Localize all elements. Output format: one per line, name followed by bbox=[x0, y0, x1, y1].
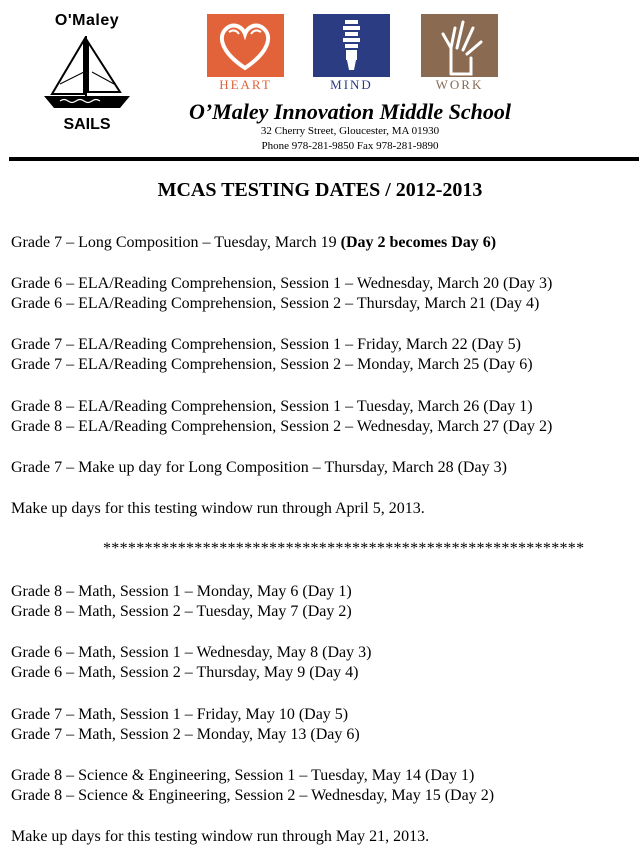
schedule-line bbox=[11, 233, 496, 253]
schedule-line: Grade 7 – Math, Session 1 – Friday, May 10 (Day 5) bbox=[11, 706, 349, 723]
schedule-line: Grade 8 – Science & Engineering, Session 2 – Wednesday, May 15 (Day 2) bbox=[11, 787, 495, 804]
school-phone-fax: Phone 978-281-9850 Fax 978-281-9890 bbox=[261, 140, 439, 152]
section-separator: ********************************************************** bbox=[103, 540, 585, 557]
schedule-line: Grade 7 – Make up day for Long Composition – Thursday, March 28 (Day 3) bbox=[11, 459, 507, 476]
hand-icon bbox=[421, 14, 498, 77]
makeup-note: Make up days for this testing window run through April 5, 2013. bbox=[11, 500, 425, 517]
schedule-note-bold: (Day 2 becomes Day 6) bbox=[340, 234, 497, 251]
schedule-line: Grade 6 – ELA/Reading Comprehension, Session 2 – Thursday, March 21 (Day 4) bbox=[11, 295, 540, 312]
heart-hands-icon bbox=[207, 14, 284, 77]
logo-bottom-text: SAILS bbox=[63, 116, 111, 133]
heart-tile bbox=[207, 14, 284, 77]
schedule-line: Grade 6 – Math, Session 2 – Thursday, May 9 (Day 4) bbox=[11, 664, 359, 681]
mind-tile bbox=[313, 14, 390, 77]
school-name: O’Maley Innovation Middle School bbox=[188, 99, 512, 124]
schedule-line: Grade 8 – Science & Engineering, Session 1 – Tuesday, May 14 (Day 1) bbox=[11, 767, 475, 784]
schedule-line: Grade 7 – Math, Session 2 – Monday, May 13 (Day 6) bbox=[11, 726, 360, 743]
schedule-line: Grade 8 – Math, Session 1 – Monday, May 6 (Day 1) bbox=[11, 583, 352, 600]
schedule-line: Grade 8 – Math, Session 2 – Tuesday, May 7 (Day 2) bbox=[11, 603, 352, 620]
schedule-line: Grade 8 – ELA/Reading Comprehension, Session 1 – Tuesday, March 26 (Day 1) bbox=[11, 398, 533, 415]
schedule-line: Grade 6 – Math, Session 1 – Wednesday, May 8 (Day 3) bbox=[11, 644, 372, 661]
schedule-line: Grade 6 – ELA/Reading Comprehension, Session 1 – Wednesday, March 20 (Day 3) bbox=[11, 275, 553, 292]
schedule-line: Grade 7 – ELA/Reading Comprehension, Session 1 – Friday, March 22 (Day 5) bbox=[11, 336, 521, 353]
letterhead bbox=[0, 0, 640, 160]
logo-top-text: O'Maley bbox=[54, 12, 120, 29]
lightbulb-icon bbox=[313, 14, 390, 77]
schedule-line: Grade 8 – ELA/Reading Comprehension, Session 2 – Wednesday, March 27 (Day 2) bbox=[11, 418, 553, 435]
heart-caption: HEART bbox=[219, 77, 272, 92]
makeup-note: Make up days for this testing window run through May 21, 2013. bbox=[11, 828, 430, 845]
work-caption: WORK bbox=[435, 77, 484, 92]
schedule-line-text: Grade 7 – Long Composition – Tuesday, March 19 bbox=[11, 234, 341, 251]
page-title: MCAS TESTING DATES / 2012-2013 bbox=[157, 179, 483, 201]
sails-logo bbox=[32, 12, 142, 142]
work-tile bbox=[421, 14, 498, 77]
school-address: 32 Cherry Street, Gloucester, MA 01930 bbox=[260, 125, 440, 137]
mind-caption: MIND bbox=[330, 77, 373, 92]
schedule-line: Grade 7 – ELA/Reading Comprehension, Session 2 – Monday, March 25 (Day 6) bbox=[11, 356, 533, 373]
header-divider bbox=[9, 157, 639, 161]
sailboat-icon bbox=[40, 32, 134, 116]
